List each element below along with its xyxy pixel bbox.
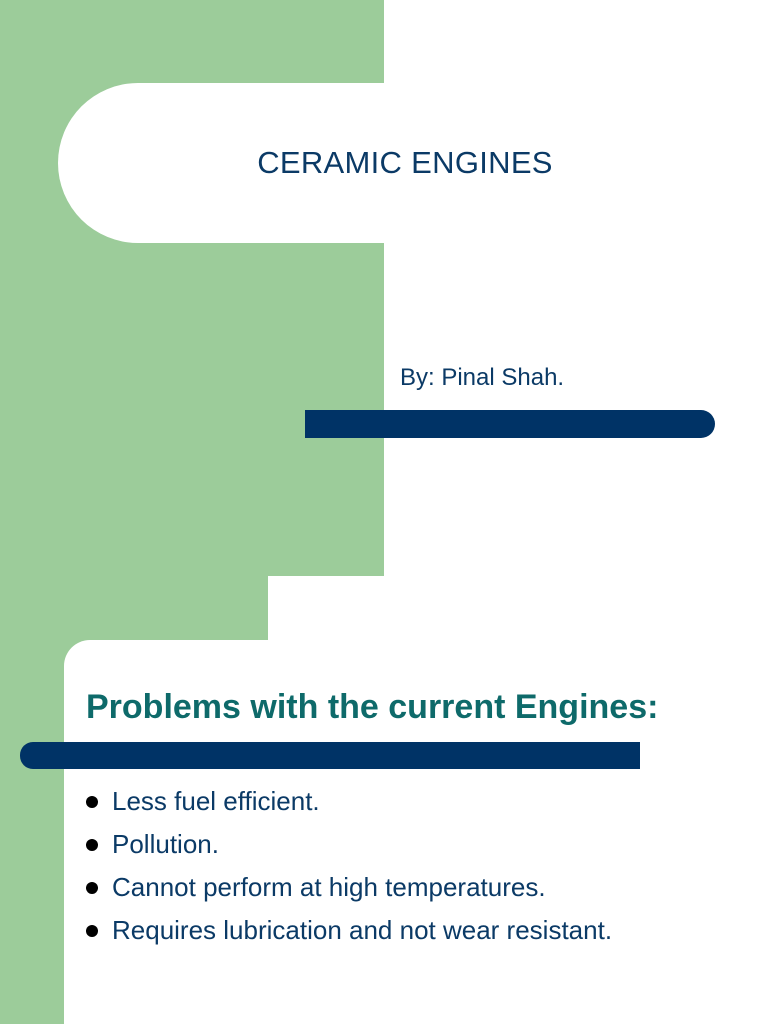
author-line: By: Pinal Shah. <box>400 364 565 391</box>
list-item <box>86 866 612 909</box>
list-item <box>86 909 612 952</box>
bullet-dot-icon <box>86 925 98 937</box>
bullet-dot-icon <box>86 882 98 894</box>
slide-title: CERAMIC ENGINES <box>257 145 553 180</box>
list-item <box>86 780 612 823</box>
slide-heading: Problems with the current Engines: <box>86 688 659 726</box>
content-slide <box>0 576 768 1024</box>
decorative-navy-bar <box>20 742 640 769</box>
list-item-text: Less fuel efficient. <box>112 786 320 816</box>
bullet-dot-icon <box>86 839 98 851</box>
list-item-text: Cannot perform at high temperatures. <box>112 872 546 902</box>
list-item-text: Requires lubrication and not wear resistant. <box>112 915 613 945</box>
bullet-list <box>86 780 612 952</box>
list-item <box>86 823 612 866</box>
decorative-navy-bar <box>305 410 715 438</box>
bullet-dot-icon <box>86 796 98 808</box>
list-item-text: Pollution. <box>112 829 219 859</box>
